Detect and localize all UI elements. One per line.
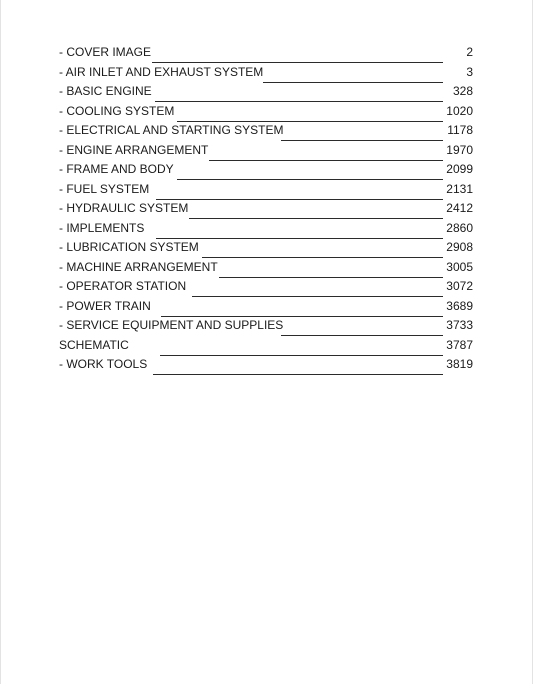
toc-entry-cover-image[interactable] xyxy=(59,43,475,63)
toc-entry-fuel-system[interactable] xyxy=(59,180,475,200)
toc-entry-air-inlet-and-exhaust-system[interactable] xyxy=(59,63,475,83)
toc-entry-operator-station[interactable] xyxy=(59,277,475,297)
toc-entry-page-number[interactable]: 3819 xyxy=(446,357,473,371)
toc-entry-cooling-system[interactable] xyxy=(59,102,475,122)
toc-entry-label[interactable]: - LUBRICATION SYSTEM xyxy=(59,240,199,254)
toc-entry-page-number[interactable]: 3733 xyxy=(446,318,473,332)
toc-entry-page-number[interactable]: 1970 xyxy=(446,142,473,157)
toc-entry-label[interactable]: - FUEL SYSTEM xyxy=(59,181,150,196)
toc-entry-label[interactable]: - OPERATOR STATION xyxy=(59,279,187,293)
toc-entry-machine-arrangement[interactable] xyxy=(59,258,475,278)
toc-entry-page-number[interactable]: 1020 xyxy=(446,103,473,118)
toc-entry-hydraulic-system[interactable] xyxy=(59,199,475,219)
toc-entry-label[interactable]: SCHEMATIC xyxy=(59,337,129,352)
toc-entry-page-number[interactable]: 1178 xyxy=(447,123,473,137)
toc-entry-label[interactable]: - FRAME AND BODY xyxy=(59,162,174,176)
toc-entry-label[interactable]: - MACHINE ARRANGEMENT xyxy=(59,259,218,274)
toc-entry-engine-arrangement[interactable] xyxy=(59,141,475,161)
toc-entry-frame-and-body[interactable] xyxy=(59,160,475,180)
toc-entry-label[interactable]: - IMPLEMENTS xyxy=(59,220,145,235)
toc-entry-label[interactable]: - AIR INLET AND EXHAUST SYSTEM xyxy=(59,64,264,79)
toc-entry-basic-engine[interactable] xyxy=(59,82,475,102)
table-of-contents xyxy=(59,43,475,375)
toc-entry-label[interactable]: - COOLING SYSTEM xyxy=(59,103,175,118)
toc-entry-page-number[interactable]: 328 xyxy=(452,84,473,98)
toc-entry-work-tools[interactable] xyxy=(59,355,475,375)
toc-entry-implements[interactable] xyxy=(59,219,475,239)
toc-entry-page-number[interactable]: 2131 xyxy=(446,181,473,196)
toc-entry-page-number[interactable]: 2860 xyxy=(446,220,473,235)
toc-entry-schematic[interactable] xyxy=(59,336,475,356)
toc-entry-page-number[interactable]: 2099 xyxy=(446,162,473,176)
toc-entry-label[interactable]: - HYDRAULIC SYSTEM xyxy=(59,201,189,215)
toc-entry-page-number[interactable]: 3 xyxy=(466,64,473,79)
toc-entry-page-number[interactable]: 3072 xyxy=(446,279,473,293)
toc-entry-label[interactable]: - WORK TOOLS xyxy=(59,357,148,371)
toc-entry-label[interactable]: - COVER IMAGE xyxy=(59,45,152,59)
toc-entry-page-number[interactable]: 3787 xyxy=(446,337,473,352)
toc-entry-page-number[interactable]: 3689 xyxy=(446,298,473,313)
toc-entry-lubrication-system[interactable] xyxy=(59,238,475,258)
toc-entry-page-number[interactable]: 2908 xyxy=(446,240,473,254)
toc-entry-label[interactable]: - ENGINE ARRANGEMENT xyxy=(59,142,209,157)
toc-entry-service-equipment-and-supplies[interactable] xyxy=(59,316,475,336)
toc-leader-line xyxy=(153,374,443,375)
toc-entry-electrical-and-starting-system[interactable] xyxy=(59,121,475,141)
toc-entry-label[interactable]: - BASIC ENGINE xyxy=(59,84,152,98)
toc-entry-page-number[interactable]: 2 xyxy=(466,45,473,59)
toc-entry-label[interactable]: - SERVICE EQUIPMENT AND SUPPLIES xyxy=(59,318,284,332)
toc-entry-page-number[interactable]: 2412 xyxy=(446,201,473,215)
toc-entry-label[interactable]: - ELECTRICAL AND STARTING SYSTEM xyxy=(59,123,284,137)
toc-entry-page-number[interactable]: 3005 xyxy=(446,259,473,274)
toc-entry-power-train[interactable] xyxy=(59,297,475,317)
toc-entry-label[interactable]: - POWER TRAIN xyxy=(59,298,151,313)
